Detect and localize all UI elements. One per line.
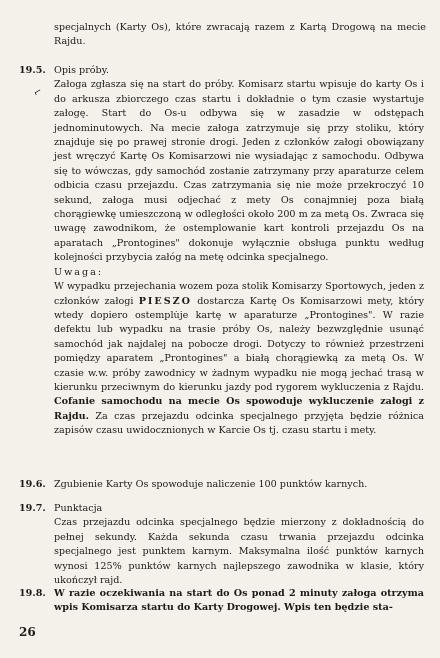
note-heading: Uwaga: — [54, 266, 104, 278]
section-paragraph: Zgubienie Karty Os spowoduje naliczenie 100 punktów karnych. — [54, 479, 368, 490]
section-number: 19.6. — [19, 479, 46, 490]
section-19-8 — [0, 587, 440, 616]
section-paragraph: Czas przejazdu odcinka specjalnego będzie mierzony z dokładnością do pełnej sekundy. Każda sekunda czasu trwania przejazdu odcinka specjalnego jest punktem karnym. Maksymalna ilość punktów karnych wynosi 125% punktów karnych najlepszego zawodnika w klasie, który ukończył rajd. — [54, 517, 424, 587]
intro-paragraph: specjalnych (Karty Os), które zwracają razem z Kartą Drogową na mecie Rajdu. — [54, 22, 426, 48]
page-number: 26 — [19, 625, 36, 639]
section-19-7 — [0, 502, 440, 588]
note-paragraph: W wypadku przejechania wozem poza stolik Komisarzy Sportowych, jeden z członków załogi PIESZO dostarcza Kartę Os Komisarzowi mety, który wtedy dopiero ostemplu̇je kartę w aparaturze „Prontogines". W razie defektu lub wypadku na trasie próby Os, należy bezwzględnie usunąć samochód jak najdalej na pobocze drogi. Dotyczy to również przestrzeni pomiędzy aparatem „Prontogines" a białą chorągiewką za metą Os. W czasie w.w. próby zawodnicy w żadnym wypadku nie mogą jechać trasą w kierunku przeciwnym do kierunku jazdy pod rygorem wykluczenia z Rajdu. Cofanie samochodu na mecie Os spowoduje wykluczenie załogi z Rajdu. Za czas przejazdu odcinka specjalnego przyjęta będzie różnica zapisów czasu uwidocznionych w Karcie Os tj. czasu startu i mety. — [54, 281, 424, 437]
section-heading: Opis próby. — [54, 65, 109, 76]
section-19-6 — [0, 478, 440, 492]
section-19-5 — [0, 64, 440, 439]
section-number: 19.7. — [19, 503, 46, 514]
section-heading: Punktacja — [54, 503, 103, 514]
section-number: 19.5. — [19, 65, 46, 76]
section-number: 19.8. — [19, 588, 46, 599]
section-paragraph: Załoga zgłasza się na start do próby. Komisarz startu wpisuje do karty Os i do arkusza zbiorczego czas startu i dokładnie o tym czasie wystartuje załogę. Start do Os-u odbywa się w zasadzie w odstępach jednominutowych. Na mecie załoga zatrzymuje się przy stoliku, który znajduje się po prawej stronie drogi. Jeden z członków załogi obowiązany jest wręczyć Kartę Os Komisarzowi nie wysiadając z samochodu. Odbywa się to wówczas, gdy samochód zostanie zatrzymany przy aparaturze celem odbicia czasu przejazdu. Czas zatrzymania się nie może przekroczyć 10 sekund, załoga musi odjechać z mety Os conajmniej poza białą chorągiewkę umieszczoną w odległości około 200 m za metą Os. Zwraca się uwagę zawodnikom, że ostemplowanie kart kontroli przejazdu Os na aparatach „Prontogines" dokonuje wyłącznie obsługa punktu według kolejności przybycia załóg na metę odcinka specjalnego. — [54, 79, 424, 264]
pen-mark-icon: ⌐ — [31, 85, 45, 100]
section-paragraph: W razie oczekiwania na start do Os ponad 2 minuty załoga otrzyma wpis Komisarza startu do Karty Drogowej. Wpis ten będzie sta- — [54, 588, 424, 614]
